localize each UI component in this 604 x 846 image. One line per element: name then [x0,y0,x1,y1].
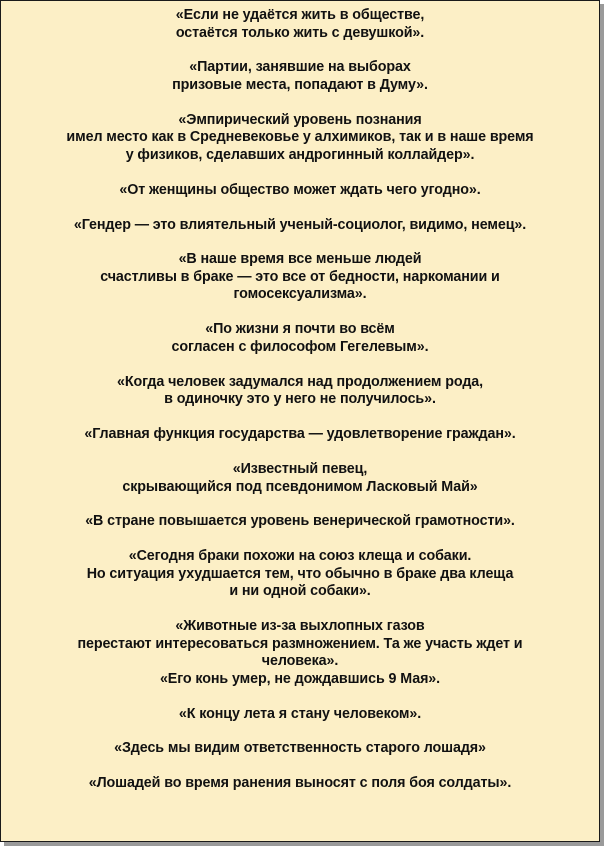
quote-line: перестают интересоваться размножением. Та же участь ждет и [77,635,523,652]
quote-item [7,671,593,689]
quote-line: согласен с философом Гегелевым». [171,338,429,355]
quote-list [7,7,593,810]
quote-line: «В стране повышается уровень венерической грамотности». [85,513,515,530]
quote-item [7,548,593,601]
quote-item [7,7,593,42]
quote-line: «Если не удаётся жить в обществе, [175,7,425,23]
quote-item [7,321,593,356]
quote-line: «Животные из-за выхлопных газов [175,618,425,635]
quote-item [7,740,593,758]
quote-line: у физиков, сделавших андрогинный коллайдер». [125,146,475,163]
quote-line: счастливы в браке — это все от бедности, наркомании и [100,268,500,285]
quote-line: «Здесь мы видим ответственность старого лошадя» [114,740,486,757]
quote-line: человека». [261,653,339,670]
quote-line: «Когда человек задумался над продолжением рода, [116,373,484,390]
quote-item [7,217,593,235]
quote-line: «Лошадей во время ранения выносят с поля боя солдаты». [88,775,512,792]
quote-line: гомосексуализма». [233,286,367,303]
quote-line: «Известный певец, [232,461,368,478]
quote-line: «По жизни я почти во всём [205,321,395,338]
quote-line: остаётся только жить с девушкой». [175,24,425,41]
quote-line: «От женщины общество может ждать чего угодно». [119,181,481,198]
quote-line: и ни одной собаки». [229,583,371,600]
quote-line: «В наше время все меньше людей [178,251,422,268]
quote-line: «Партии, занявшие на выборах [189,59,411,76]
quote-item [7,461,593,496]
quote-item [7,59,593,94]
quote-line: Но ситуация ухудшается тем, что обычно в браке два клеща [86,565,514,582]
quote-line: «Гендер — это влиятельный ученый-социолог, видимо, немец». [73,216,527,233]
frame-shadow-right [600,4,604,846]
quote-item [7,374,593,409]
quote-item [7,513,593,531]
quote-item [7,112,593,165]
quote-line: скрывающийся под псевдонимом Ласковый Май» [122,478,478,495]
quote-line: призовые места, попадают в Думу». [172,76,428,93]
quote-line: «Главная функция государства — удовлетворение граждан». [84,426,516,443]
quote-item [7,182,593,200]
quote-item [7,251,593,304]
quote-line: имел место как в Средневековье у алхимиков, так и в наше время [66,129,534,146]
quote-item [7,775,593,793]
quote-line: в одиночку это у него не получилось». [164,391,436,408]
quote-line: «Эмпирический уровень познания [178,111,422,128]
quote-item [7,618,593,671]
quote-line: «Сегодня браки похожи на союз клеща и собаки. [128,548,472,565]
quote-line: «К концу лета я стану человеком». [178,705,422,722]
frame-shadow-bottom [4,842,604,846]
quote-item [7,706,593,724]
quote-item [7,426,593,444]
quote-line: «Его конь умер, не дождавшись 9 Мая». [159,670,441,687]
